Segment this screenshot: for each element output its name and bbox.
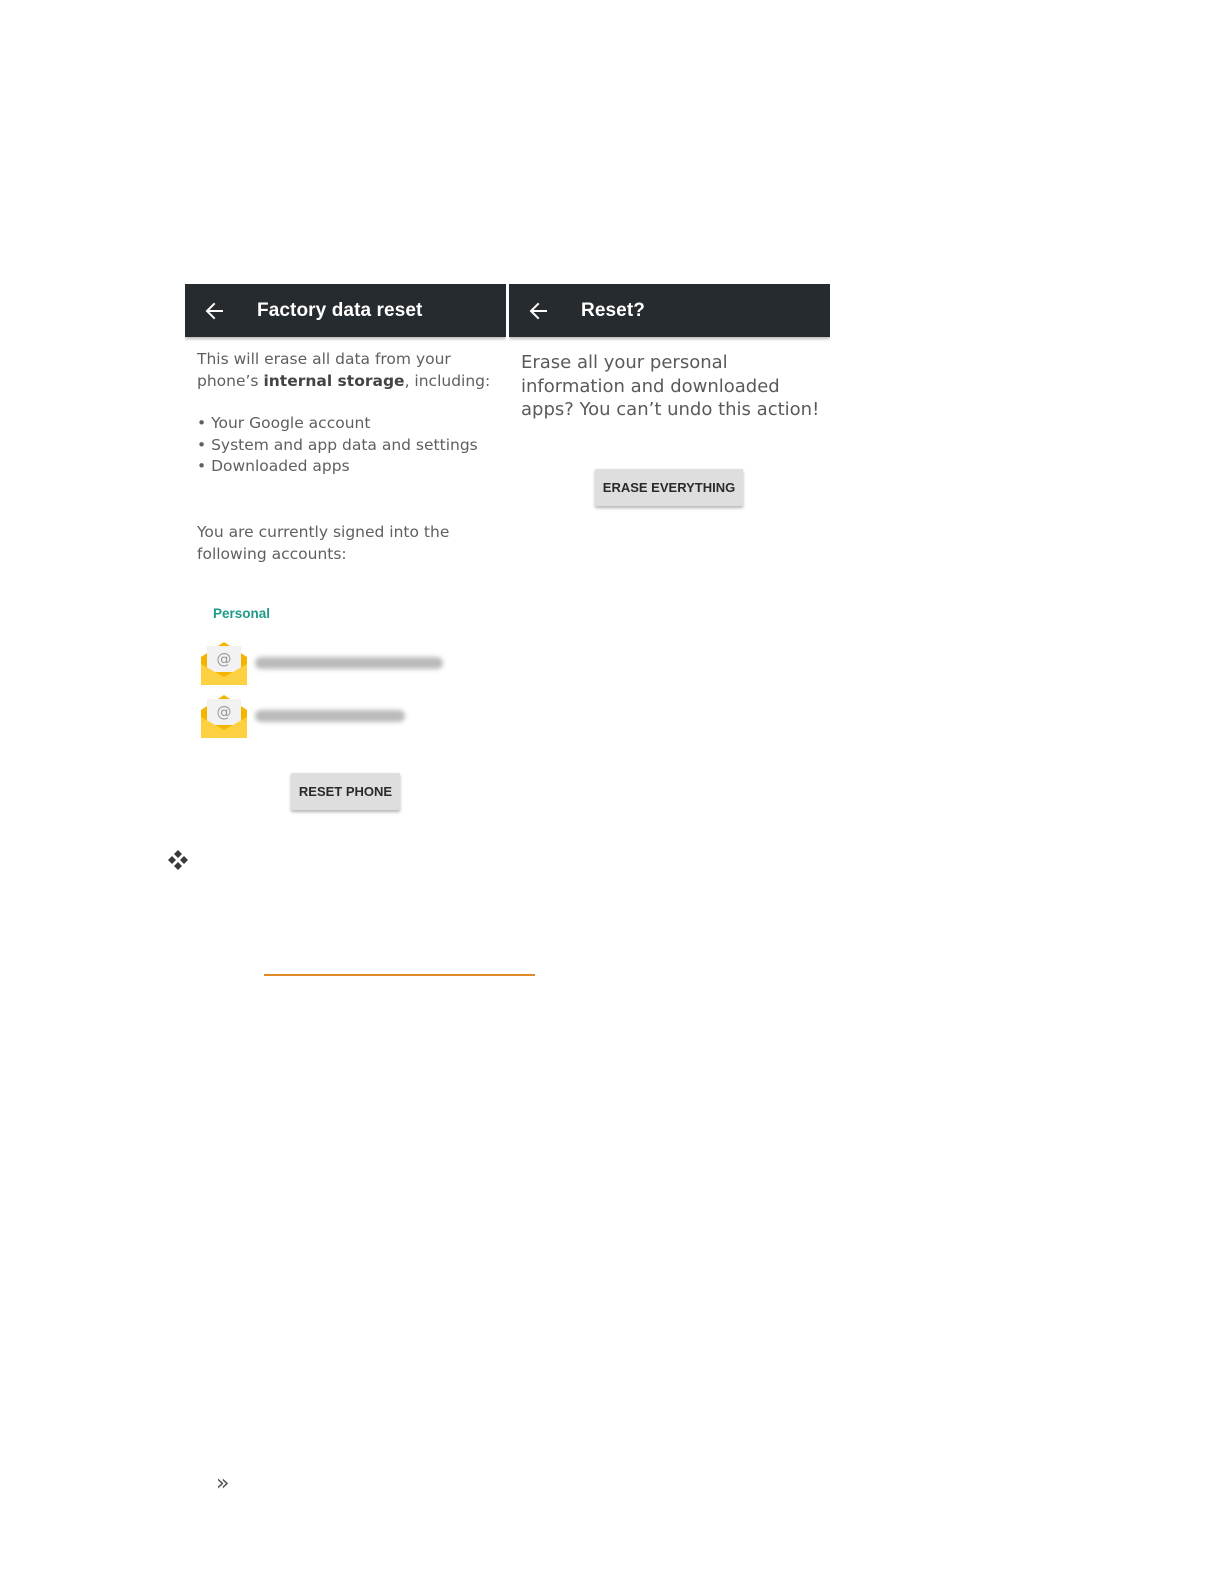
screen-title: Factory data reset [257, 299, 423, 321]
email-envelope-icon [198, 639, 250, 689]
section-label-personal: Personal [213, 606, 271, 621]
intro-text [197, 349, 502, 392]
account-row [198, 692, 498, 744]
back-arrow-icon[interactable] [189, 301, 239, 321]
back-arrow-icon[interactable] [513, 301, 563, 321]
double-chevron-right-icon: » [216, 1471, 230, 1496]
svg-text:@: @ [216, 703, 232, 721]
account-row [198, 639, 498, 691]
screen-title: Reset? [581, 299, 645, 321]
app-bar [509, 284, 830, 337]
confirm-text: Erase all your personal information and downloaded apps? You can’t undo this action! [521, 352, 820, 420]
list-item: • System and app data and settings [197, 435, 478, 457]
list-item: • Downloaded apps [197, 456, 478, 478]
blurred-email-address [255, 657, 443, 669]
email-envelope-icon [198, 692, 250, 742]
intro-suffix: , including: [404, 371, 491, 390]
four-diamond-bullet-icon [167, 849, 189, 871]
reset-phone-button[interactable]: RESET PHONE [291, 773, 400, 810]
app-bar [185, 284, 506, 337]
svg-text:@: @ [216, 650, 232, 668]
factory-data-reset-screen [185, 284, 506, 824]
intro-bold: internal storage [263, 371, 405, 390]
signed-in-text: You are currently signed into the following accounts: [197, 523, 450, 563]
link-underline[interactable] [264, 974, 535, 976]
erase-everything-button[interactable]: ERASE EVERYTHING [595, 469, 743, 506]
reset-confirm-screen [509, 284, 830, 524]
erase-items-list [197, 413, 478, 478]
list-item: • Your Google account [197, 413, 478, 435]
blurred-email-address [255, 710, 405, 722]
intro-prefix: This will erase all data from your phone’s [197, 350, 451, 390]
